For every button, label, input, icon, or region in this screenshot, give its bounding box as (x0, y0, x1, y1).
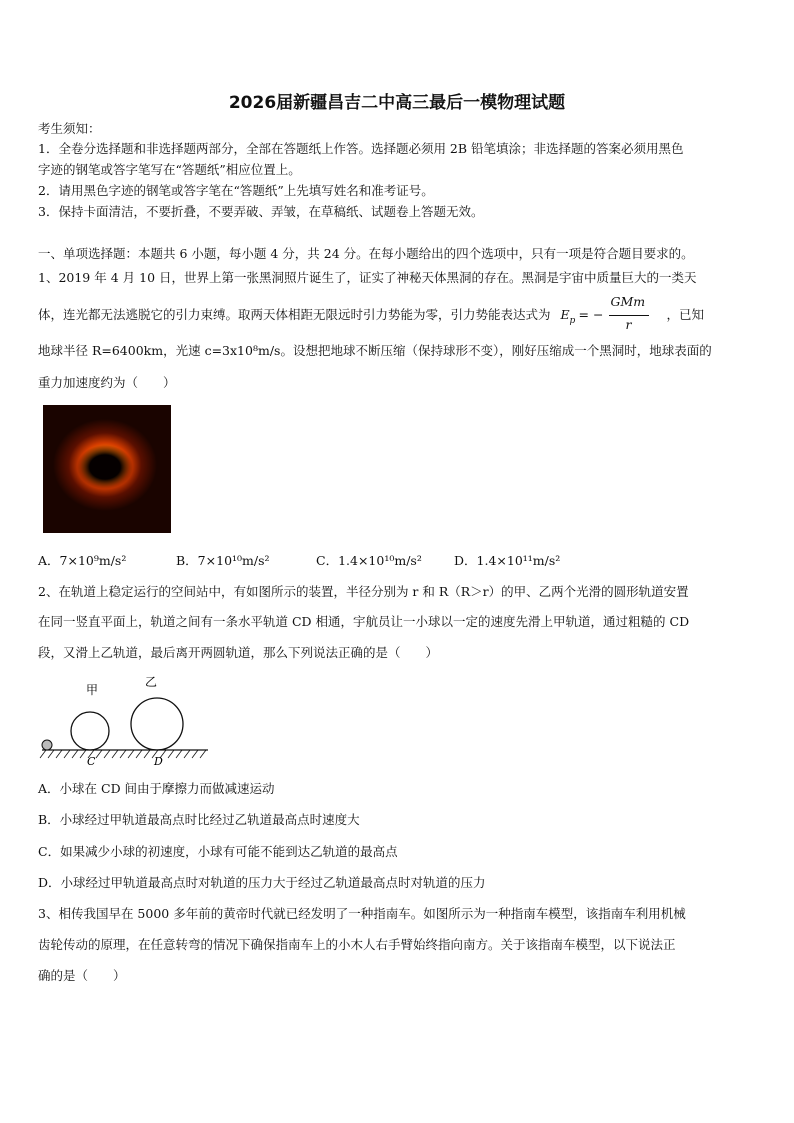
formula-lhs: E (560, 307, 570, 322)
q2-line-2: 在同一竖直平面上，轨道之间有一条水平轨道 CD 相通，宇航员让一小球以一定的速度先滑上甲轨道，通过粗糙的 CD (38, 614, 690, 629)
small-ball (42, 740, 52, 750)
track-diagram (38, 672, 213, 772)
section-heading: 一、单项选择题：本题共 6 小题，每小题 4 分，共 24 分。在每小题给出的四个选项中，只有一项是符合题目要求的。 (38, 246, 694, 261)
formula-numerator: GMm (610, 294, 646, 309)
label-jia: 甲 (86, 683, 99, 697)
q2-option-b: B．小球经过甲轨道最高点时比经过乙轨道最高点时速度大 (38, 812, 360, 827)
q1-option-d: D．1.4×10¹¹m/s² (454, 553, 561, 568)
q3-line-2: 齿轮传动的原理，在任意转弯的情况下确保指南车上的小木人右手臂始终指向南方。关于该指南车模型，以下说法正 (38, 937, 676, 952)
formula-eq: = − (578, 307, 604, 322)
notice-heading: 考生须知： (38, 121, 101, 136)
q1-option-c: C．1.4×10¹⁰m/s² (316, 553, 422, 568)
black-hole-photo (43, 405, 171, 533)
q1-option-a: A．7×10⁹m/s² (38, 553, 127, 568)
page-title: 2026届新疆昌吉二中高三最后一模物理试题 (228, 93, 566, 113)
label-c: C (87, 755, 96, 768)
q2-line-1: 2、在轨道上稳定运行的空间站中，有如图所示的装置，半径分别为 r 和 R（R＞r）的甲、乙两个光滑的圆形轨道安置 (38, 584, 689, 599)
q1-line-3: 地球半径 R=6400km，光速 c=3x10⁸m/s。设想把地球不断压缩（保持球形不变），刚好压缩成一个黑洞时，地球表面的 (38, 343, 712, 358)
notice-item-2: 2．请用黑色字迹的钢笔或答字笔在“答题纸”上先填写姓名和准考证号。 (38, 183, 434, 198)
notice-item-1: 1．全卷分选择题和非选择题两部分，全部在答题纸上作答。选择题必须用 2B 铅笔填涂；非选择题的答案必须用黑色 (38, 141, 684, 156)
q2-option-a: A．小球在 CD 间由于摩擦力而做减速运动 (38, 781, 275, 796)
formula-sub: p (569, 316, 576, 326)
track-yi-circle (131, 698, 183, 750)
formula-denominator: r (625, 317, 632, 332)
notice-item-1-cont: 字迹的钢笔或答字笔写在“答题纸”相应位置上。 (38, 162, 301, 177)
q3-line-3: 确的是（ ） (38, 968, 126, 983)
ground-line (40, 750, 208, 758)
label-yi: 乙 (145, 675, 158, 689)
potential-energy-formula (555, 294, 663, 332)
label-d: D (154, 755, 163, 768)
q2-line-3: 段，又滑上乙轨道，最后离开两圆轨道，那么下列说法正确的是（ ） (38, 645, 439, 660)
q1-line-4: 重力加速度约为（ ） (38, 375, 176, 390)
q2-option-d: D．小球经过甲轨道最高点时对轨道的压力大于经过乙轨道最高点时对轨道的压力 (38, 875, 486, 890)
q1-line-1: 1、2019 年 4 月 10 日，世界上第一张黑洞照片诞生了，证实了神秘天体黑洞的存在。黑洞是宇宙中质量巨大的一类天 (38, 270, 697, 285)
q1-line-2-tail: ，已知 (666, 307, 704, 322)
notice-item-3: 3．保持卡面清洁，不要折叠，不要弄破、弄皱，在草稿纸、试题卷上答题无效。 (38, 204, 484, 219)
q1-line-2-text: 体，连光都无法逃脱它的引力束缚。取两天体相距无限远时引力势能为零，引力势能表达式为 (38, 307, 551, 322)
q2-option-c: C．如果减少小球的初速度，小球有可能不能到达乙轨道的最高点 (38, 844, 398, 859)
track-jia-circle (71, 712, 109, 750)
fraction-bar (609, 315, 649, 316)
q1-option-b: B．7×10¹⁰m/s² (176, 553, 270, 568)
q3-line-1: 3、相传我国早在 5000 多年前的黄帝时代就已经发明了一种指南车。如图所示为一种指南车模型，该指南车利用机械 (38, 906, 686, 921)
q1-line-2 (38, 294, 760, 332)
